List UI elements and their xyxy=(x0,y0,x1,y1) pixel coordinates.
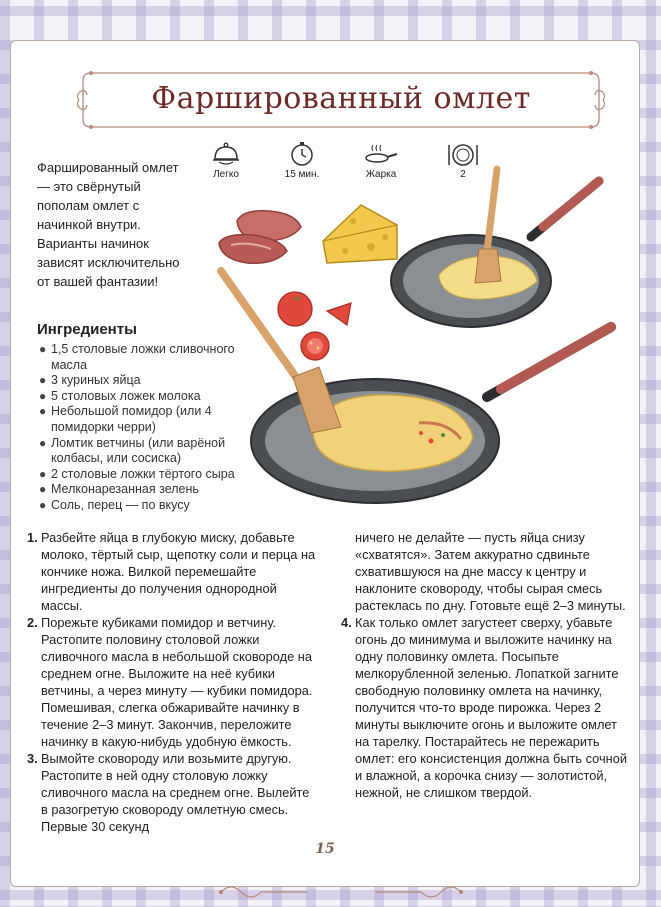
steps-column-left xyxy=(27,529,319,835)
bullet: ● xyxy=(39,482,47,497)
ingredients-list xyxy=(37,342,267,514)
method-label: Жарка xyxy=(365,169,397,180)
step-text: Вымойте сковороду или возьмите другую. Растопите в ней одну столовую ложку сливочного масла на среднем огне. Вылейте в разогретую сковороду омлетную смесь. Первые 30 секунд xyxy=(41,751,310,834)
ham-illustration xyxy=(219,211,301,264)
ingredient-item: ● 5 столовых ложек молока xyxy=(39,388,201,403)
ingredient-item: ● Соль, перец — по вкусу xyxy=(39,497,190,512)
time-label: 15 мин. xyxy=(284,169,320,180)
step-1 xyxy=(27,529,319,614)
step-2 xyxy=(27,614,319,750)
page-card xyxy=(10,40,640,887)
bullet: ● xyxy=(39,497,47,512)
step-text: Разбейте яйца в глубокую миску, добавьте молоко, тёртый сыр, щепотку соли и перца на кончике ножа. Вилкой перемешайте ингредиенты до получения однородной массы. xyxy=(41,530,316,613)
difficulty-label: Легко xyxy=(213,169,239,180)
ingredient-item: ● 3 куриных яйца xyxy=(39,373,141,388)
step-4 xyxy=(341,614,627,801)
step-3-continued: ничего не делайте — пусть яйца снизу «схватятся». Затем аккуратно сдвиньте схватившуюся на дне массу к центру и наклоните сковороду, чтобы сырая смесь растеклась по дну. Готовьте ещё 2–3 минуты. xyxy=(355,530,626,613)
step-text: Как только омлет загустеет сверху, убавьте огонь до минимума и выложите начинку на одну половинку омлета. Посыпьте мелкорубленной зеленью. Лопаткой загните свободную половинку омлета на начинку, получится что-то вроде пирожка. Через 2 минуты выключите огонь и выложите омлет на тарелку. Постарайтесь не пережарить омлет: его консистенция должна быть сочной и влажной, а корочка снизу — золотистой, нежной, не слишком твердой. xyxy=(355,615,628,800)
ingredient-item: ● Мелконарезанная зелень xyxy=(39,482,199,497)
ingredients-heading: Ингредиенты xyxy=(37,321,137,338)
step-number: 1. xyxy=(27,530,38,545)
step-number: 4. xyxy=(341,615,352,630)
intro-text: Фаршированный омлет — это свёрнутый пополам омлет с начинкой внутри. Варианты начинок зависят исключительно от вашей фантазии! xyxy=(37,160,180,289)
bullet: ● xyxy=(39,435,47,450)
bullet: ● xyxy=(39,388,47,403)
step-text: Порежьте кубиками помидор и ветчину. Растопите половину столовой ложки сливочного масла в небольшой сковороде на среднем огне. Выложите на неё кубики ветчины, а через минуту — кубики помидора. Помешивая, слегка обжаривайте начинку в течение 2–3 минут. Закончив, переложите начинку в какую-нибудь удобную ёмкость. xyxy=(41,615,313,749)
ingredient-item: ● 1,5 столовые ложки сливочного масла xyxy=(39,342,235,372)
step-number: 2. xyxy=(27,615,38,630)
tomato-illustration xyxy=(278,292,351,360)
bullet: ● xyxy=(39,373,47,388)
title-banner xyxy=(77,67,605,133)
bullet: ● xyxy=(39,342,47,356)
cheese-illustration xyxy=(323,205,397,263)
page-number: 15 xyxy=(315,841,335,857)
ingredient-item: ● Ломтик ветчины (или варёной колбасы, или сосиска) xyxy=(39,435,226,466)
step-3 xyxy=(27,750,319,835)
page-title: Фаршированный омлет xyxy=(151,81,531,116)
steps-column-right xyxy=(341,529,627,801)
bullet: ● xyxy=(39,466,47,481)
footer-ornament xyxy=(211,877,471,907)
servings-label: 2 xyxy=(460,169,466,180)
ingredient-item: ● 2 столовые ложки тёртого сыра xyxy=(39,466,235,481)
top-pan-illustration xyxy=(391,169,599,327)
ingredient-item: ● Небольшой помидор (или 4 помидорки черри) xyxy=(39,404,212,434)
step-number: 3. xyxy=(27,751,38,766)
bullet: ● xyxy=(39,404,47,419)
